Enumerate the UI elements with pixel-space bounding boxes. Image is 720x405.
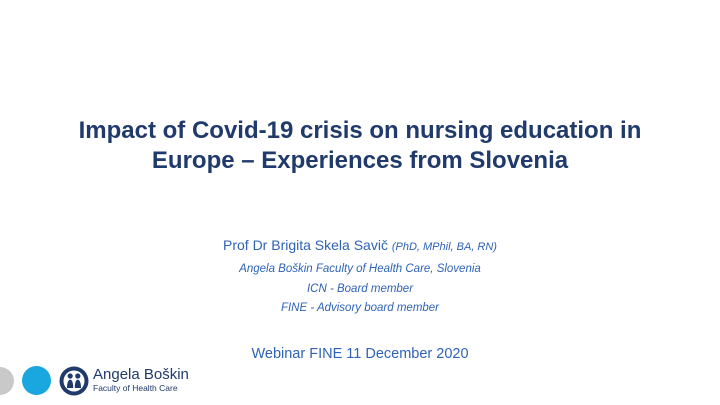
decorative-blue-circle (22, 366, 51, 395)
event-line: Webinar FINE 11 December 2020 (251, 346, 469, 362)
decorative-grey-circle (0, 367, 14, 395)
affiliation: Angela Boškin Faculty of Health Care, Slovenia (239, 263, 481, 275)
two-figures-circle-icon (59, 366, 89, 396)
logo-subtitle: Faculty of Health Care (93, 383, 178, 393)
logo-name: Angela Boškin (93, 366, 189, 383)
role-icn: ICN - Board member (306, 283, 414, 295)
logo-wordmark (93, 367, 189, 393)
slide-title: Impact of Covid-19 crisis on nursing education in Europe – Experiences from Slovenia (78, 117, 642, 174)
role-fine: FINE - Advisory board member (280, 302, 440, 314)
author-name: Prof Dr Brigita Skela Savič (223, 237, 388, 253)
author-credentials: (PhD, MPhil, BA, RN) (391, 241, 497, 253)
author-line (0, 237, 720, 253)
